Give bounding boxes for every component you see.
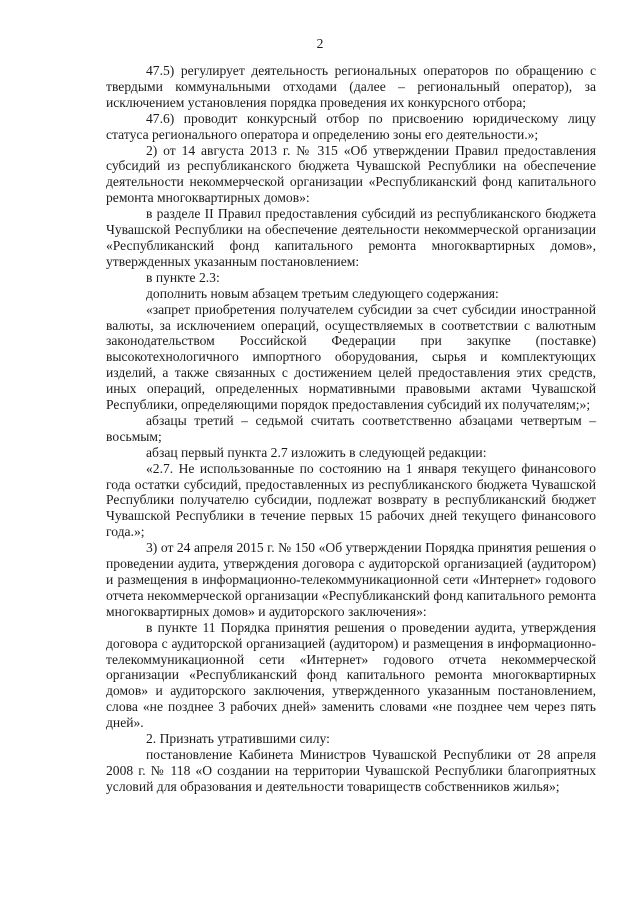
paragraph-47-6: 47.6) проводит конкурсный отбор по присвоению юридическому лицу статуса регионального оператора и определению зоны его деятельности.»; — [106, 110, 596, 142]
paragraph-item-2: 2) от 14 августа 2013 г. № 315 «Об утверждении Правил предоставления субсидий из республиканского бюджета Чувашской Республики на обеспечение деятельности некоммерческой организации «Республиканский фонд капитального ремонта многоквартирных домов»: — [106, 142, 596, 206]
paragraph-add-third: дополнить новым абзацем третьим следующего содержания: — [146, 285, 499, 301]
document-body — [106, 63, 596, 795]
paragraph-2-7-text: «2.7. Не использованные по состоянию на 1 января текущего финансового года остатки субсидий, предоставленных из республиканского бюджета Чувашской Республики получателю субсидии, подлежат возврату в республиканский бюджет Чувашской Республики в течение первых 15 рабочих дней текущего финансового года.»; — [106, 460, 596, 540]
paragraph-resolution-118: постановление Кабинета Министров Чувашской Республики от 28 апреля 2008 г. № 118 «О создании на территории Чувашской Республики благоприятных условий для образования и деятельности товариществ собственников жилья»; — [106, 746, 596, 794]
paragraph-point-2-7: абзац первый пункта 2.7 изложить в следующей редакции: — [146, 444, 487, 460]
paragraph-item-3: 3) от 24 апреля 2015 г. № 150 «Об утверждении Порядка принятия решения о проведении аудита, утверждения договора с аудиторской организацией (аудитором) и размещения в информационно-телекоммуникационной сети «Интернет» годового отчета некоммерческой организации «Республиканский фонд капитального ремонта многоквартирных домов» и аудиторского заключения»: — [106, 540, 596, 619]
paragraph-point-2-3: в пункте 2.3: — [146, 269, 220, 285]
paragraph-section-ii: в разделе II Правил предоставления субсидий из республиканского бюджета Чувашской Республики на обеспечение деятельности некоммерческой организации «Республиканский фонд капитального ремонта многоквартирных домов», утвержденных указанным постановлением: — [106, 206, 596, 269]
paragraph-point-11: в пункте 11 Порядка принятия решения о проведении аудита, утверждения договора с аудиторской организацией (аудитором) и размещения в информационно-телекоммуникационной сети «Интернет» годового отчета некоммерческой организации «Республиканский фонд капитального ремонта многоквартирных домов» и аудиторского заключения, утвержденного указанным постановлением, слова «не позднее 3 рабочих дней» заменить словами «не позднее чем через пять дней». — [106, 619, 596, 731]
paragraph-invalidate: 2. Признать утратившими силу: — [146, 731, 330, 747]
paragraph-renumber: абзацы третий – седьмой считать соответственно абзацами четвертым – восьмым; — [106, 412, 596, 444]
paragraph-currency-ban: «запрет приобретения получателем субсидии за счет субсидии иностранной валюты, за исключением операций, осуществляемых в соответствии с валютным законодательством Российской Федерации при закупке (поставке) высокотехнологичного импортного оборудования, сырья и комплектующих изделий, а также связанных с достижением целей предоставления этих средств, иных операций, определенных нормативными правовыми актами Чувашской Республики, определяющими порядок предоставления субсидий их получателям;»; — [106, 301, 596, 413]
paragraph-47-5: 47.5) регулирует деятельность региональных операторов по обращению с твердыми коммунальными отходами (далее – региональный оператор), за исключением установления порядка проведения их конкурсного отбора; — [106, 63, 596, 110]
page-number: 2 — [316, 36, 324, 51]
